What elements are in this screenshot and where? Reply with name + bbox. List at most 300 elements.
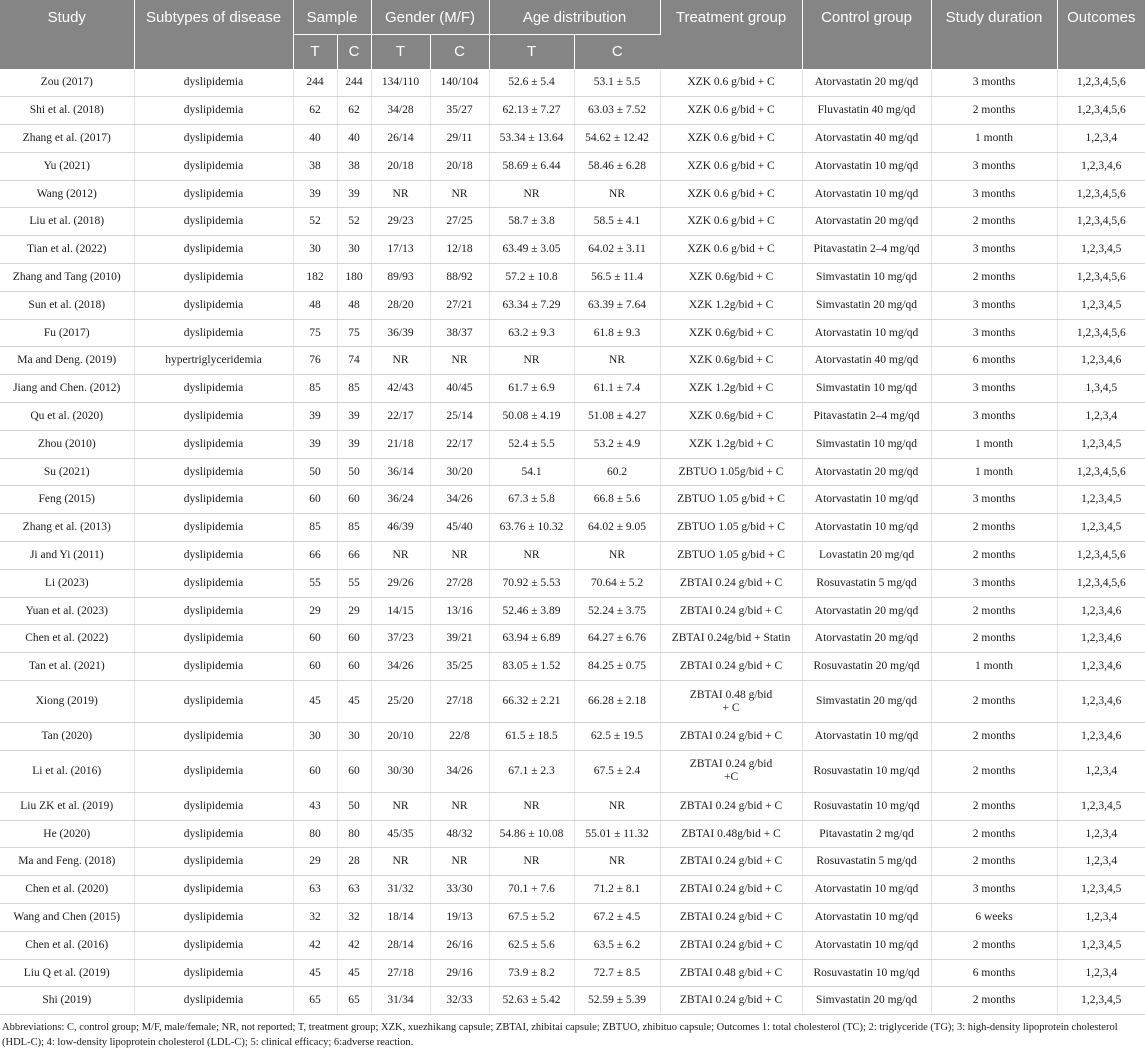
cell-study: Zou (2017) xyxy=(0,69,134,97)
cell-sample-t: 80 xyxy=(293,820,337,848)
table-row xyxy=(0,542,1145,570)
table-row xyxy=(0,750,1145,792)
cell-outcomes: 1,2,3,4 xyxy=(1057,750,1145,792)
cell-sample-c: 60 xyxy=(337,486,371,514)
cell-control: Simvastatin 20 mg/qd xyxy=(802,681,931,723)
cell-age-t: 52.6 ± 5.4 xyxy=(489,69,574,97)
table-row xyxy=(0,152,1145,180)
header-outcomes: Outcomes xyxy=(1057,0,1145,69)
cell-control: Atorvastatin 10 mg/qd xyxy=(802,152,931,180)
cell-sample-c: 48 xyxy=(337,291,371,319)
cell-gender-t: 21/18 xyxy=(371,430,430,458)
cell-age-t: 83.05 ± 1.52 xyxy=(489,653,574,681)
cell-subtype: dyslipidemia xyxy=(134,987,293,1015)
cell-gender-c: 140/104 xyxy=(430,69,489,97)
cell-study: Li (2023) xyxy=(0,569,134,597)
table-row xyxy=(0,69,1145,97)
cell-age-t: 52.46 ± 3.89 xyxy=(489,597,574,625)
header-age-t: T xyxy=(489,34,574,69)
cell-treatment: ZBTAI 0.24 g/bid + C xyxy=(660,569,802,597)
cell-sample-c: 32 xyxy=(337,904,371,932)
cell-subtype: dyslipidemia xyxy=(134,125,293,153)
cell-gender-t: 42/43 xyxy=(371,375,430,403)
cell-study: Yuan et al. (2023) xyxy=(0,597,134,625)
cell-sample-t: 48 xyxy=(293,291,337,319)
header-gender-t: T xyxy=(371,34,430,69)
header-control: Control group xyxy=(802,0,931,69)
cell-outcomes: 1,2,3,4,6 xyxy=(1057,347,1145,375)
cell-age-t: NR xyxy=(489,347,574,375)
cell-treatment: ZBTAI 0.24 g/bid + C xyxy=(660,792,802,820)
cell-treatment: XZK 0.6 g/bid + C xyxy=(660,236,802,264)
cell-outcomes: 1,2,3,4 xyxy=(1057,959,1145,987)
cell-age-c: 55.01 ± 11.32 xyxy=(574,820,660,848)
cell-outcomes: 1,2,3,4,5,6 xyxy=(1057,264,1145,292)
cell-gender-t: 89/93 xyxy=(371,264,430,292)
cell-study: Su (2021) xyxy=(0,458,134,486)
cell-age-t: 54.86 ± 10.08 xyxy=(489,820,574,848)
cell-control: Rosuvastatin 10 mg/qd xyxy=(802,792,931,820)
cell-age-c: 63.5 ± 6.2 xyxy=(574,931,660,959)
header-age: Age distribution xyxy=(489,0,660,34)
table-row xyxy=(0,653,1145,681)
cell-sample-c: 85 xyxy=(337,375,371,403)
cell-subtype: dyslipidemia xyxy=(134,569,293,597)
header-sample-t: T xyxy=(293,34,337,69)
cell-treatment: ZBTAI 0.24 g/bid + C xyxy=(660,597,802,625)
cell-age-t: 53.34 ± 13.64 xyxy=(489,125,574,153)
table-row xyxy=(0,375,1145,403)
cell-age-c: 64.27 ± 6.76 xyxy=(574,625,660,653)
cell-control: Simvastatin 20 mg/qd xyxy=(802,291,931,319)
cell-outcomes: 1,2,3,4,6 xyxy=(1057,152,1145,180)
cell-gender-c: NR xyxy=(430,792,489,820)
cell-control: Atorvastatin 20 mg/qd xyxy=(802,625,931,653)
cell-sample-t: 39 xyxy=(293,430,337,458)
cell-gender-c: 26/16 xyxy=(430,931,489,959)
cell-study: Shi et al. (2018) xyxy=(0,97,134,125)
cell-age-t: 61.5 ± 18.5 xyxy=(489,723,574,751)
cell-duration: 3 months xyxy=(931,569,1057,597)
cell-age-c: 64.02 ± 9.05 xyxy=(574,514,660,542)
cell-control: Rosuvastatin 5 mg/qd xyxy=(802,848,931,876)
cell-gender-c: 29/11 xyxy=(430,125,489,153)
cell-sample-t: 244 xyxy=(293,69,337,97)
cell-gender-t: 36/39 xyxy=(371,319,430,347)
cell-study: Xiong (2019) xyxy=(0,681,134,723)
cell-sample-t: 43 xyxy=(293,792,337,820)
cell-subtype: hypertriglyceridemia xyxy=(134,347,293,375)
cell-age-c: 67.5 ± 2.4 xyxy=(574,750,660,792)
cell-age-c: NR xyxy=(574,848,660,876)
cell-age-t: 52.63 ± 5.42 xyxy=(489,987,574,1015)
table-row xyxy=(0,904,1145,932)
cell-subtype: dyslipidemia xyxy=(134,430,293,458)
cell-age-t: 67.3 ± 5.8 xyxy=(489,486,574,514)
cell-subtype: dyslipidemia xyxy=(134,319,293,347)
cell-study: Qu et al. (2020) xyxy=(0,403,134,431)
cell-gender-c: 19/13 xyxy=(430,904,489,932)
cell-gender-c: 27/18 xyxy=(430,681,489,723)
cell-control: Atorvastatin 20 mg/qd xyxy=(802,208,931,236)
cell-treatment: ZBTAI 0.48 g/bid + C xyxy=(660,681,802,723)
cell-subtype: dyslipidemia xyxy=(134,597,293,625)
cell-duration: 1 month xyxy=(931,125,1057,153)
cell-gender-c: 88/92 xyxy=(430,264,489,292)
cell-treatment: ZBTUO 1.05 g/bid + C xyxy=(660,486,802,514)
cell-gender-t: NR xyxy=(371,792,430,820)
table-row xyxy=(0,180,1145,208)
cell-sample-t: 66 xyxy=(293,542,337,570)
cell-duration: 3 months xyxy=(931,236,1057,264)
table-row xyxy=(0,625,1145,653)
header-sample: Sample xyxy=(293,0,371,34)
cell-subtype: dyslipidemia xyxy=(134,69,293,97)
table-row xyxy=(0,820,1145,848)
cell-treatment: XZK 0.6 g/bid + C xyxy=(660,69,802,97)
cell-study: Fu (2017) xyxy=(0,319,134,347)
cell-sample-t: 65 xyxy=(293,987,337,1015)
cell-sample-t: 30 xyxy=(293,723,337,751)
table-row xyxy=(0,430,1145,458)
cell-age-c: 58.46 ± 6.28 xyxy=(574,152,660,180)
cell-treatment: ZBTAI 0.24 g/bid + C xyxy=(660,848,802,876)
cell-gender-t: 30/30 xyxy=(371,750,430,792)
cell-sample-c: 30 xyxy=(337,236,371,264)
cell-control: Pitavastatin 2–4 mg/qd xyxy=(802,236,931,264)
cell-subtype: dyslipidemia xyxy=(134,848,293,876)
cell-outcomes: 1,2,3,4,6 xyxy=(1057,597,1145,625)
cell-outcomes: 1,2,3,4,5 xyxy=(1057,486,1145,514)
cell-sample-c: 42 xyxy=(337,931,371,959)
cell-gender-t: 31/32 xyxy=(371,876,430,904)
cell-age-c: NR xyxy=(574,542,660,570)
cell-treatment: XZK 0.6g/bid + C xyxy=(660,347,802,375)
cell-outcomes: 1,2,3,4 xyxy=(1057,904,1145,932)
cell-study: Ma and Deng. (2019) xyxy=(0,347,134,375)
cell-treatment: ZBTUO 1.05 g/bid + C xyxy=(660,514,802,542)
cell-gender-c: 30/20 xyxy=(430,458,489,486)
cell-gender-c: 40/45 xyxy=(430,375,489,403)
cell-study: Tian et al. (2022) xyxy=(0,236,134,264)
cell-gender-c: 12/18 xyxy=(430,236,489,264)
cell-treatment: ZBTAI 0.24g/bid + Statin xyxy=(660,625,802,653)
cell-sample-t: 60 xyxy=(293,486,337,514)
cell-sample-t: 29 xyxy=(293,597,337,625)
cell-treatment: XZK 0.6 g/bid + C xyxy=(660,208,802,236)
cell-gender-t: 36/14 xyxy=(371,458,430,486)
cell-duration: 2 months xyxy=(931,264,1057,292)
cell-gender-c: 38/37 xyxy=(430,319,489,347)
cell-age-t: 61.7 ± 6.9 xyxy=(489,375,574,403)
cell-age-c: 63.39 ± 7.64 xyxy=(574,291,660,319)
cell-age-c: 61.8 ± 9.3 xyxy=(574,319,660,347)
cell-outcomes: 1,2,3,4 xyxy=(1057,125,1145,153)
cell-subtype: dyslipidemia xyxy=(134,681,293,723)
cell-subtype: dyslipidemia xyxy=(134,375,293,403)
cell-gender-c: 20/18 xyxy=(430,152,489,180)
cell-subtype: dyslipidemia xyxy=(134,291,293,319)
cell-gender-c: 22/17 xyxy=(430,430,489,458)
cell-outcomes: 1,2,3,4,6 xyxy=(1057,681,1145,723)
cell-sample-c: 38 xyxy=(337,152,371,180)
cell-study: Zhang et al. (2017) xyxy=(0,125,134,153)
cell-gender-c: 27/28 xyxy=(430,569,489,597)
cell-gender-c: 29/16 xyxy=(430,959,489,987)
cell-gender-t: 18/14 xyxy=(371,904,430,932)
table-row xyxy=(0,723,1145,751)
cell-sample-c: 55 xyxy=(337,569,371,597)
cell-gender-c: NR xyxy=(430,347,489,375)
table-row xyxy=(0,236,1145,264)
cell-age-c: 63.03 ± 7.52 xyxy=(574,97,660,125)
cell-gender-t: 29/23 xyxy=(371,208,430,236)
cell-treatment: XZK 0.6 g/bid + C xyxy=(660,152,802,180)
cell-outcomes: 1,2,3,4,5,6 xyxy=(1057,208,1145,236)
cell-sample-t: 182 xyxy=(293,264,337,292)
cell-sample-t: 32 xyxy=(293,904,337,932)
cell-age-t: 67.5 ± 5.2 xyxy=(489,904,574,932)
table-row xyxy=(0,876,1145,904)
cell-gender-t: 14/15 xyxy=(371,597,430,625)
cell-age-t: 73.9 ± 8.2 xyxy=(489,959,574,987)
cell-age-t: 58.69 ± 6.44 xyxy=(489,152,574,180)
cell-sample-c: 65 xyxy=(337,987,371,1015)
cell-duration: 1 month xyxy=(931,458,1057,486)
cell-gender-t: 34/26 xyxy=(371,653,430,681)
cell-outcomes: 1,2,3,4,5,6 xyxy=(1057,319,1145,347)
cell-study: Wang and Chen (2015) xyxy=(0,904,134,932)
cell-treatment: ZBTAI 0.24 g/bid + C xyxy=(660,723,802,751)
cell-sample-c: 50 xyxy=(337,458,371,486)
cell-duration: 2 months xyxy=(931,723,1057,751)
cell-gender-c: 25/14 xyxy=(430,403,489,431)
cell-outcomes: 1,2,3,4,5,6 xyxy=(1057,97,1145,125)
cell-gender-t: 25/20 xyxy=(371,681,430,723)
cell-age-t: NR xyxy=(489,180,574,208)
cell-gender-t: 27/18 xyxy=(371,959,430,987)
cell-duration: 6 weeks xyxy=(931,904,1057,932)
cell-duration: 2 months xyxy=(931,820,1057,848)
cell-gender-t: NR xyxy=(371,180,430,208)
cell-gender-t: 31/34 xyxy=(371,987,430,1015)
cell-subtype: dyslipidemia xyxy=(134,486,293,514)
cell-duration: 2 months xyxy=(931,750,1057,792)
cell-age-c: 71.2 ± 8.1 xyxy=(574,876,660,904)
cell-age-t: 57.2 ± 10.8 xyxy=(489,264,574,292)
cell-duration: 2 months xyxy=(931,208,1057,236)
cell-control: Atorvastatin 10 mg/qd xyxy=(802,319,931,347)
cell-study: Feng (2015) xyxy=(0,486,134,514)
cell-treatment: XZK 0.6g/bid + C xyxy=(660,264,802,292)
cell-subtype: dyslipidemia xyxy=(134,180,293,208)
cell-outcomes: 1,2,3,4,5,6 xyxy=(1057,542,1145,570)
cell-subtype: dyslipidemia xyxy=(134,236,293,264)
cell-sample-c: 50 xyxy=(337,792,371,820)
table-row xyxy=(0,486,1145,514)
cell-control: Simvastatin 10 mg/qd xyxy=(802,264,931,292)
cell-outcomes: 1,2,3,4 xyxy=(1057,820,1145,848)
cell-gender-t: 29/26 xyxy=(371,569,430,597)
table-row xyxy=(0,597,1145,625)
header-duration: Study duration xyxy=(931,0,1057,69)
cell-age-c: 58.5 ± 4.1 xyxy=(574,208,660,236)
cell-gender-c: 34/26 xyxy=(430,750,489,792)
cell-sample-c: 74 xyxy=(337,347,371,375)
cell-treatment: ZBTAI 0.24 g/bid +C xyxy=(660,750,802,792)
cell-control: Atorvastatin 20 mg/qd xyxy=(802,69,931,97)
cell-age-t: 63.94 ± 6.89 xyxy=(489,625,574,653)
cell-gender-t: NR xyxy=(371,347,430,375)
cell-age-t: 58.7 ± 3.8 xyxy=(489,208,574,236)
cell-gender-c: 27/21 xyxy=(430,291,489,319)
cell-subtype: dyslipidemia xyxy=(134,959,293,987)
cell-gender-t: 45/35 xyxy=(371,820,430,848)
cell-study: Yu (2021) xyxy=(0,152,134,180)
cell-control: Rosuvastatin 10 mg/qd xyxy=(802,750,931,792)
table-row xyxy=(0,514,1145,542)
cell-gender-t: 17/13 xyxy=(371,236,430,264)
cell-sample-t: 45 xyxy=(293,681,337,723)
cell-treatment: XZK 0.6 g/bid + C xyxy=(660,125,802,153)
cell-subtype: dyslipidemia xyxy=(134,750,293,792)
cell-gender-t: NR xyxy=(371,542,430,570)
cell-sample-t: 85 xyxy=(293,375,337,403)
cell-age-t: 54.1 xyxy=(489,458,574,486)
cell-duration: 3 months xyxy=(931,152,1057,180)
cell-sample-c: 85 xyxy=(337,514,371,542)
cell-treatment: ZBTAI 0.48g/bid + C xyxy=(660,820,802,848)
header-sample-c: C xyxy=(337,34,371,69)
cell-age-c: 67.2 ± 4.5 xyxy=(574,904,660,932)
cell-gender-t: 28/14 xyxy=(371,931,430,959)
cell-duration: 2 months xyxy=(931,514,1057,542)
cell-control: Lovastatin 20 mg/qd xyxy=(802,542,931,570)
cell-gender-t: 22/17 xyxy=(371,403,430,431)
cell-sample-t: 62 xyxy=(293,97,337,125)
cell-duration: 2 months xyxy=(931,987,1057,1015)
cell-study: He (2020) xyxy=(0,820,134,848)
cell-age-t: 63.2 ± 9.3 xyxy=(489,319,574,347)
cell-sample-c: 62 xyxy=(337,97,371,125)
cell-sample-c: 29 xyxy=(337,597,371,625)
cell-outcomes: 1,3,4,5 xyxy=(1057,375,1145,403)
cell-control: Atorvastatin 10 mg/qd xyxy=(802,931,931,959)
cell-control: Atorvastatin 10 mg/qd xyxy=(802,876,931,904)
cell-sample-c: 80 xyxy=(337,820,371,848)
cell-control: Fluvastatin 40 mg/qd xyxy=(802,97,931,125)
table-row xyxy=(0,403,1145,431)
cell-duration: 3 months xyxy=(931,403,1057,431)
table-row xyxy=(0,987,1145,1015)
cell-sample-t: 50 xyxy=(293,458,337,486)
cell-sample-t: 45 xyxy=(293,959,337,987)
cell-age-c: 66.8 ± 5.6 xyxy=(574,486,660,514)
cell-study: Shi (2019) xyxy=(0,987,134,1015)
cell-control: Atorvastatin 10 mg/qd xyxy=(802,904,931,932)
table-row xyxy=(0,291,1145,319)
cell-outcomes: 1,2,3,4,6 xyxy=(1057,625,1145,653)
cell-treatment: XZK 1.2g/bid + C xyxy=(660,375,802,403)
cell-sample-t: 30 xyxy=(293,236,337,264)
cell-treatment: ZBTAI 0.48 g/bid + C xyxy=(660,959,802,987)
cell-control: Pitavastatin 2–4 mg/qd xyxy=(802,403,931,431)
cell-age-t: 62.13 ± 7.27 xyxy=(489,97,574,125)
cell-duration: 2 months xyxy=(931,792,1057,820)
cell-age-c: 52.59 ± 5.39 xyxy=(574,987,660,1015)
cell-study: Zhang et al. (2013) xyxy=(0,514,134,542)
cell-sample-t: 42 xyxy=(293,931,337,959)
cell-outcomes: 1,2,3,4,5,6 xyxy=(1057,180,1145,208)
cell-sample-c: 30 xyxy=(337,723,371,751)
cell-treatment: ZBTAI 0.24 g/bid + C xyxy=(660,653,802,681)
cell-sample-c: 244 xyxy=(337,69,371,97)
cell-study: Chen et al. (2020) xyxy=(0,876,134,904)
cell-sample-t: 60 xyxy=(293,625,337,653)
cell-gender-t: 20/10 xyxy=(371,723,430,751)
cell-outcomes: 1,2,3,4,5 xyxy=(1057,430,1145,458)
cell-gender-t: 134/110 xyxy=(371,69,430,97)
cell-age-c: 72.7 ± 8.5 xyxy=(574,959,660,987)
cell-control: Atorvastatin 10 mg/qd xyxy=(802,180,931,208)
cell-gender-c: 22/8 xyxy=(430,723,489,751)
cell-sample-t: 75 xyxy=(293,319,337,347)
cell-age-t: NR xyxy=(489,542,574,570)
cell-sample-c: 45 xyxy=(337,681,371,723)
cell-study: Sun et al. (2018) xyxy=(0,291,134,319)
cell-duration: 2 months xyxy=(931,681,1057,723)
cell-duration: 2 months xyxy=(931,97,1057,125)
cell-study: Liu Q et al. (2019) xyxy=(0,959,134,987)
cell-subtype: dyslipidemia xyxy=(134,97,293,125)
cell-sample-c: 75 xyxy=(337,319,371,347)
cell-age-c: 61.1 ± 7.4 xyxy=(574,375,660,403)
cell-outcomes: 1,2,3,4,5 xyxy=(1057,792,1145,820)
cell-sample-t: 63 xyxy=(293,876,337,904)
cell-gender-t: 26/14 xyxy=(371,125,430,153)
cell-duration: 6 months xyxy=(931,347,1057,375)
cell-age-t: NR xyxy=(489,792,574,820)
cell-control: Atorvastatin 40 mg/qd xyxy=(802,347,931,375)
cell-duration: 3 months xyxy=(931,876,1057,904)
header-age-c: C xyxy=(574,34,660,69)
cell-treatment: XZK 0.6 g/bid + C xyxy=(660,180,802,208)
cell-duration: 2 months xyxy=(931,625,1057,653)
cell-subtype: dyslipidemia xyxy=(134,208,293,236)
cell-sample-t: 40 xyxy=(293,125,337,153)
cell-outcomes: 1,2,3,4 xyxy=(1057,403,1145,431)
header-subtypes: Subtypes of disease xyxy=(134,0,293,69)
cell-treatment: XZK 1.2g/bid + C xyxy=(660,291,802,319)
cell-age-c: 60.2 xyxy=(574,458,660,486)
table-row xyxy=(0,931,1145,959)
cell-sample-c: 39 xyxy=(337,403,371,431)
cell-outcomes: 1,2,3,4,5 xyxy=(1057,987,1145,1015)
cell-gender-t: 36/24 xyxy=(371,486,430,514)
cell-treatment: ZBTAI 0.24 g/bid + C xyxy=(660,931,802,959)
cell-gender-t: NR xyxy=(371,848,430,876)
cell-age-c: 62.5 ± 19.5 xyxy=(574,723,660,751)
cell-study: Ji and Yi (2011) xyxy=(0,542,134,570)
cell-sample-t: 38 xyxy=(293,152,337,180)
cell-outcomes: 1,2,3,4,6 xyxy=(1057,723,1145,751)
cell-study: Chen et al. (2022) xyxy=(0,625,134,653)
cell-sample-c: 60 xyxy=(337,750,371,792)
cell-gender-t: 20/18 xyxy=(371,152,430,180)
cell-duration: 6 months xyxy=(931,959,1057,987)
table-row xyxy=(0,208,1145,236)
cell-control: Atorvastatin 20 mg/qd xyxy=(802,597,931,625)
